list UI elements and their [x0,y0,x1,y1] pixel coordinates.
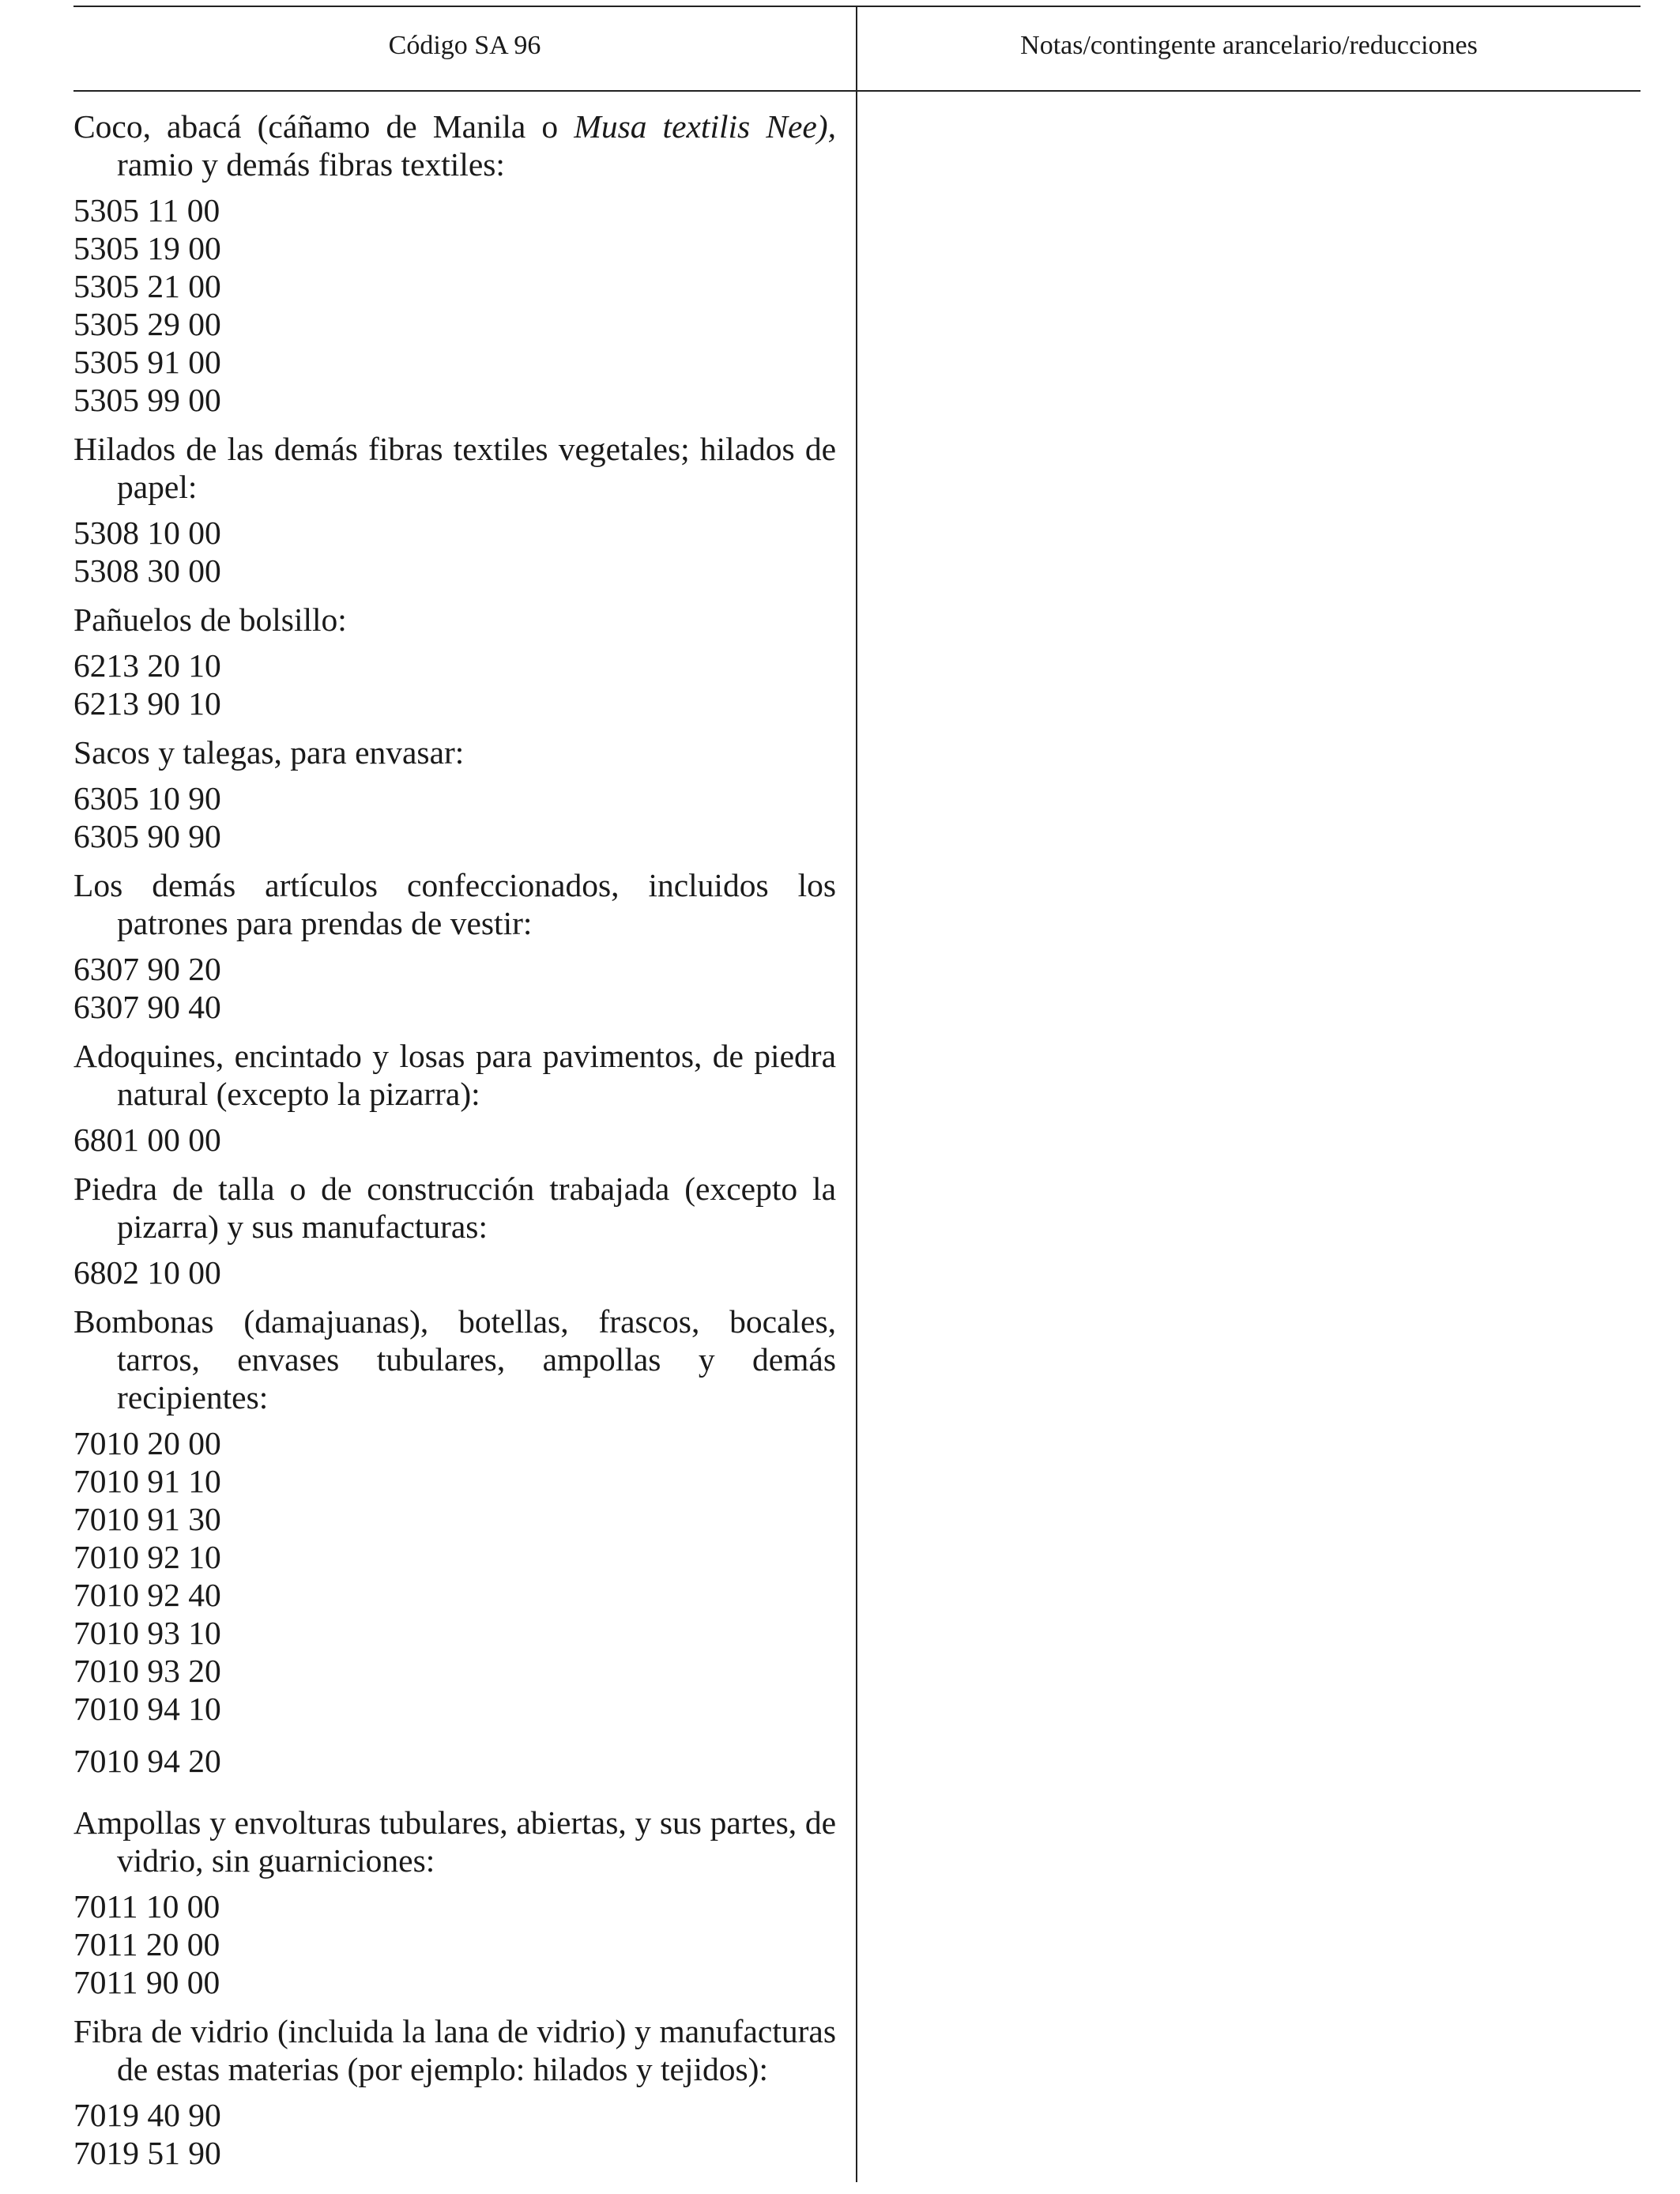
column-header-notes: Notas/contingente arancelario/reducciones [1020,31,1478,60]
hs-code: 5305 99 00 [73,382,221,418]
hs-code: 7011 10 00 [73,1888,220,1924]
code-column [73,107,836,2172]
tariff-group [73,2012,836,2172]
hs-code: 6802 10 00 [73,1254,221,1291]
hs-code: 7010 93 20 [73,1653,221,1689]
hs-code: 5305 19 00 [73,230,221,266]
hs-code: 6305 90 90 [73,818,221,854]
hs-code: 6307 90 20 [73,951,221,987]
hs-code: 6305 10 90 [73,780,221,816]
hs-code: 7010 20 00 [73,1425,221,1461]
hs-code: 7010 91 10 [73,1463,221,1499]
tariff-group [73,1302,836,1780]
description-text: Coco, abacá (cáñamo de Manila o [73,108,574,145]
hs-code: 6213 20 10 [73,647,221,684]
hs-code: 7011 90 00 [73,1964,220,2000]
tariff-group [73,866,836,1026]
group-description: Adoquines, encintado y losas para pavimentos, de piedra natural (excepto la pizarra): [73,1038,836,1112]
hs-code: 7010 93 10 [73,1615,221,1651]
group-description: Los demás artículos confeccionados, incluidos los patrones para prendas de vestir: [73,867,836,941]
tariff-group [73,1804,836,2001]
group-description: Ampollas y envolturas tubulares, abiertas, y sus partes, de vidrio, sin guarniciones: [73,1804,836,1879]
tariff-group [73,733,836,855]
group-description: Sacos y talegas, para envasar: [73,734,465,771]
group-description: Piedra de talla o de construcción trabajada (excepto la pizarra) y sus manufacturas: [73,1171,836,1245]
hs-code: 7019 51 90 [73,2135,221,2171]
hs-code: 7019 40 90 [73,2097,221,2133]
column-header-code: Código SA 96 [388,31,541,60]
hs-code: 5305 29 00 [73,306,221,342]
group-description: Hilados de las demás fibras textiles vegetales; hilados de papel: [73,431,836,505]
tariff-group [73,1037,836,1159]
description-italic: Musa textilis Nee), [574,108,836,145]
hs-code: 7010 94 20 [73,1743,221,1779]
tariff-group [73,1170,836,1291]
hs-code: 7010 92 40 [73,1577,221,1613]
hs-code: 6307 90 40 [73,989,221,1025]
hs-code: 6801 00 00 [73,1122,221,1158]
hs-code: 7010 91 30 [73,1501,221,1537]
description-text: ramio y demás fibras textiles: [117,146,505,183]
tariff-table [73,0,1640,2194]
group-description [73,107,836,183]
column-divider [856,6,857,2182]
group-description: Fibra de vidrio (incluida la lana de vidrio) y manufacturas de estas materias (por ejemplo: hilados y tejidos): [73,2013,836,2087]
hs-code: 7011 20 00 [73,1926,220,1962]
tariff-group [73,107,836,419]
group-description: Pañuelos de bolsillo: [73,601,347,638]
hs-code: 7010 94 10 [73,1691,221,1727]
hs-code: 5305 21 00 [73,268,221,304]
hs-code: 6213 90 10 [73,685,221,722]
hs-code: 5308 30 00 [73,552,221,589]
tariff-group [73,601,836,722]
hs-code: 5308 10 00 [73,515,221,551]
group-description: Bombonas (damajuanas), botellas, frascos, bocales, tarros, envases tubulares, ampollas y demás recipientes: [73,1303,836,1416]
hs-code: 7010 92 10 [73,1539,221,1575]
hs-code: 5305 91 00 [73,344,221,380]
tariff-group [73,430,836,590]
hs-code: 5305 11 00 [73,192,220,228]
